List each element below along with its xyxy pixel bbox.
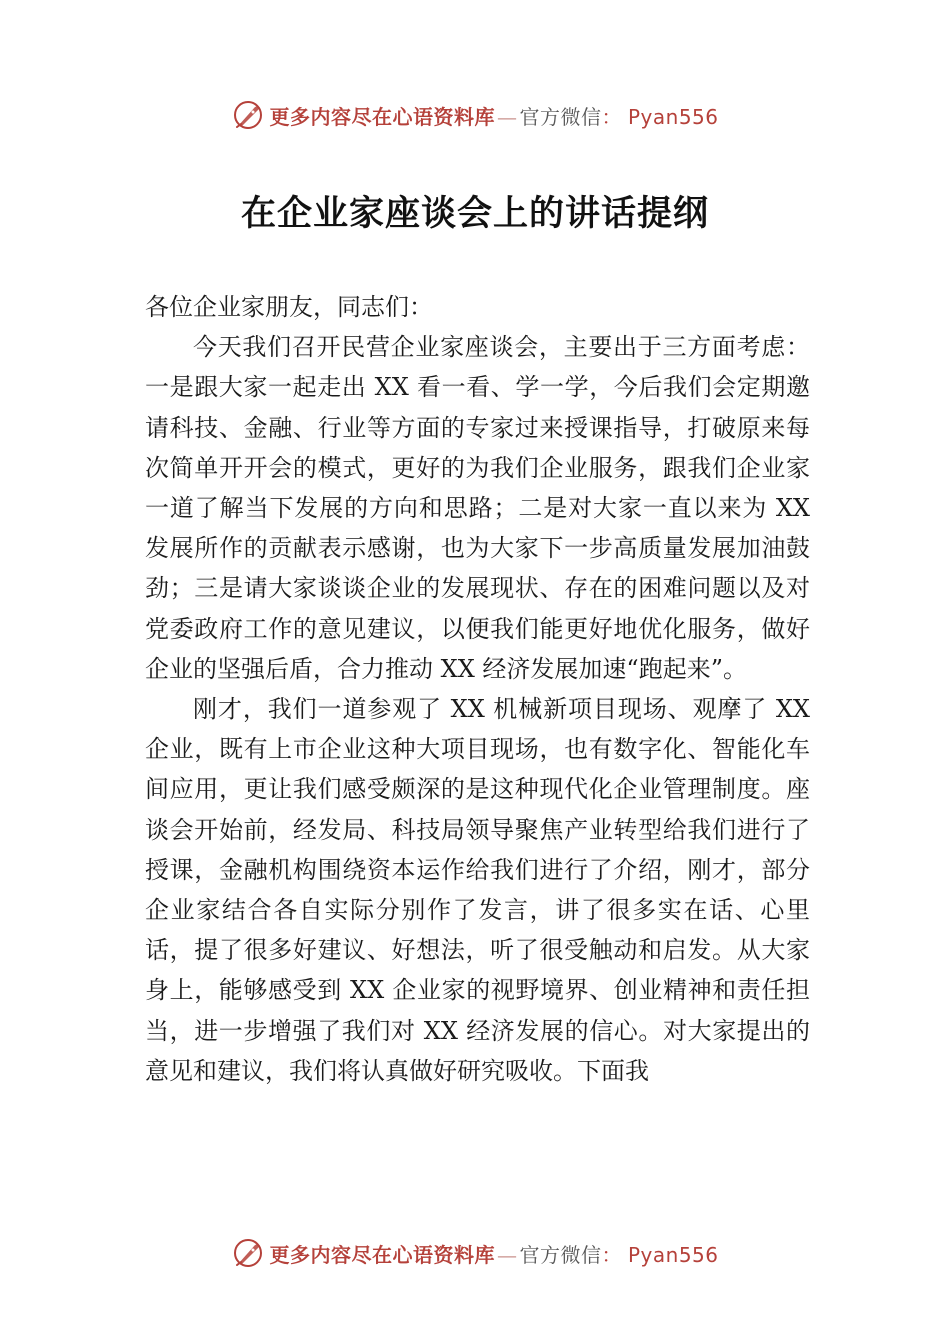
header-watermark-banner bbox=[0, 95, 950, 135]
banner-wechat-label: 官方微信 bbox=[519, 104, 602, 129]
paragraph-2: 刚才，我们一道参观了 XX 机械新项目现场、观摩了 XX 企业，既有上市企业这种大项目现场，也有数字化、智能化车间应用，更让我们感受颇深的是这种现代化企业管理制度。座谈会开始前，经发局、科技局领导聚焦产业转型给我们进行了授课，金融机构围绕资本运作给我们进行了介绍，刚才，部分企业家结合各自实际分别作了发言，讲了很多实在话、心里话，提了很多好建议、好想法，听了很受触动和启发。从大家身上，能够感受到 XX 企业家的视野境界、创业精神和责任担当，进一步增强了我们对 XX 经济发展的信心。对大家提出的意见和建议，我们将认真做好研究吸收。下面我 bbox=[145, 695, 810, 1085]
banner-text bbox=[269, 101, 718, 130]
document-title: 在企业家座谈会上的讲话提纲 bbox=[240, 193, 709, 234]
banner-main-text: 更多内容尽在心语资料库 bbox=[269, 1242, 495, 1267]
paragraph-1: 今天我们召开民营企业家座谈会，主要出于三方面考虑：一是跟大家一起走出 XX 看一看、学一学，今后我们会定期邀请科技、金融、行业等方面的专家过来授课指导，打破原来每次简单开开会的模式，更好的为我们企业服务，跟我们企业家一道了解当下发展的方向和思路；二是对大家一直以来为 XX 发展所作的贡献表示感谢，也为大家下一步高质量发展加油鼓劲；三是请大家谈谈企业的发展现状、存在的困难问题以及对党委政府工作的意见建议，以便我们能更好地优化服务，做好企业的坚强后盾，合力推动 XX 经济发展加速“跑起来”。 bbox=[145, 333, 810, 683]
banner-dash: — bbox=[496, 1242, 518, 1267]
banner-dash: — bbox=[496, 104, 518, 129]
banner-colon: ： bbox=[601, 104, 622, 129]
document-body bbox=[145, 287, 810, 1091]
banner-main-text: 更多内容尽在心语资料库 bbox=[269, 104, 495, 129]
quill-pen-icon bbox=[231, 1236, 265, 1270]
footer-watermark-banner bbox=[0, 1233, 950, 1273]
banner-text bbox=[269, 1239, 718, 1268]
quill-pen-icon bbox=[231, 98, 265, 132]
banner-wechat-id: Pyan556 bbox=[627, 104, 719, 129]
banner-wechat-id: Pyan556 bbox=[627, 1242, 719, 1267]
banner-colon: ： bbox=[601, 1242, 622, 1267]
greeting: 各位企业家朋友，同志们： bbox=[145, 293, 433, 321]
banner-wechat-label: 官方微信 bbox=[519, 1242, 602, 1267]
